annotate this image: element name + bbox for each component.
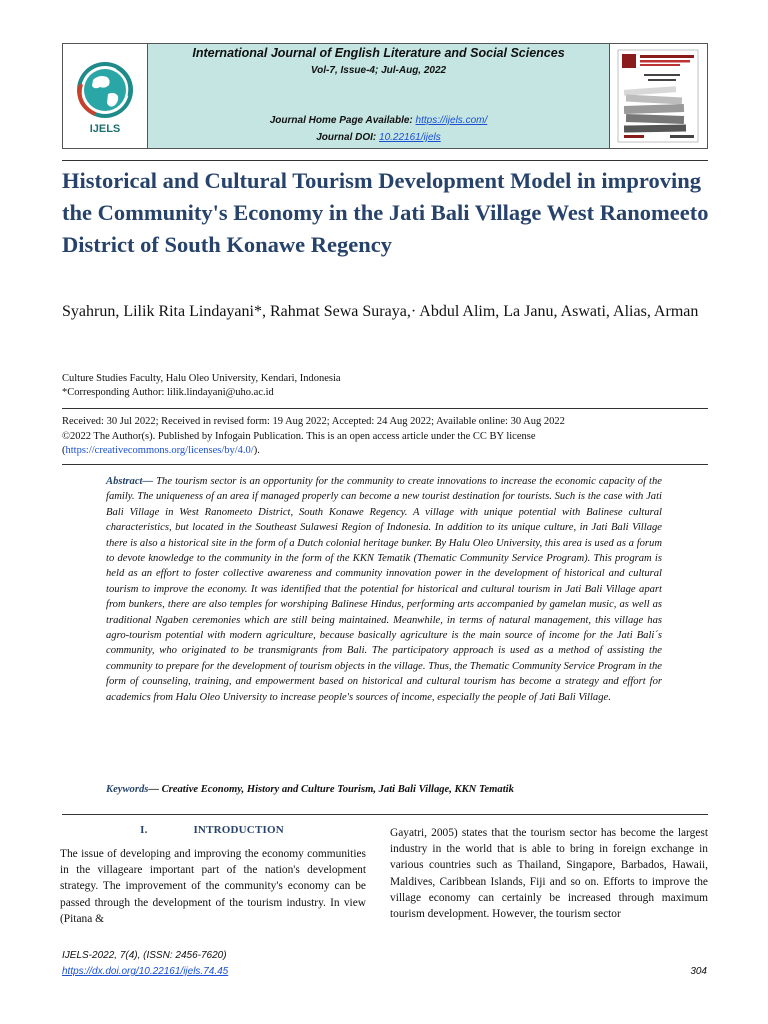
header-divider	[62, 160, 708, 161]
page-number: 304	[690, 966, 707, 977]
section-heading-introduction	[62, 824, 362, 836]
doi-link[interactable]: 10.22161/ijels	[379, 132, 441, 143]
home-label: Journal Home Page Available:	[269, 115, 416, 126]
article-title: Historical and Cultural Tourism Development Model in improving the Community's Economy in the Jati Bali Village West Ranomeeto District of South Konawe Regency	[62, 168, 709, 257]
journal-header	[62, 43, 708, 149]
affiliation: Culture Studies Faculty, Halu Oleo University, Kendari, Indonesia	[62, 373, 341, 384]
logo-text: IJELS	[89, 123, 121, 135]
journal-cover-thumbnail	[609, 44, 707, 148]
abstract-text: The tourism sector is an opportunity for the community to create innovations to increase the economic capacity of the family. The uniqueness of an area if managed properly can become a new tourist destination for tourists. Such is the case with Jati Bali Village in West Ranomeeto District, South Konawe Regency. A village with unique potential with Balinese cultural characteristics, but located in the Southeast Sulawesi Region of Indonesia. In addition to its unique culture, in Jati Bali Village there is also a historical site in the form of a Dutch colonial heritage bunker. By Halu Oleo University, this area is used as a forum to devote knowledge to the community in the form of the KKN Tematik (Thematic Community Service Program). This program is held as an effort to foster collective awareness and community innovation power in the development of historical and cultural tourism to improve the economy. It was identified that the potential for historical and cultural tourism in Jati Bali Village apart from bunkers, there are also temples for worshiping Balinese Hindus, performing arts accompanied by gamelan music, as well as traditional Ngaben ceremonies which are still being maintained. Meanwhile, in terms of natural management, this village has agro-tourism potential with modern agriculture, because basically agriculture is the main source of income for the Jati Bali´s community, who originated to be transmigrants from Bali. The participatory approach is used as a method of assisting the community to prepare for the development of tourism objects in the village. Thus, the Thematic Community Service Program in the form of counseling, training, and empowerment based on historical and cultural tourism has become a strategy and effort for academics from Halu Oleo University to increase people's sources of income, especially the people of Jati Bali Village.	[106, 476, 662, 703]
affiliation-divider	[62, 408, 708, 409]
doi-label: Journal DOI:	[316, 132, 380, 143]
intro-left-column: The issue of developing and improving the economy communities in the villageare important part of the nation's development strategy. The improvement of the community's economy can be passed through the development of the tourism industry. In view (Pitana &	[60, 848, 366, 925]
journal-logo	[63, 44, 148, 148]
publication-info	[62, 415, 712, 459]
affiliation-block	[62, 372, 712, 400]
section-title: INTRODUCTION	[193, 824, 284, 836]
license-link[interactable]: https://creativecommons.org/licenses/by/4.0/	[65, 445, 254, 456]
copyright-notice: ©2022 The Author(s). Published by Infogain Publication. This is an open access article under the CC BY license	[62, 430, 536, 442]
author-list: Syahrun, Lilik Rita Lindayani*, Rahmat Sewa Suraya,· Abdul Alim, La Janu, Aswati, Alias, Arman	[62, 303, 699, 320]
footer-citation: IJELS-2022, 7(4), (ISSN: 2456-7620)	[62, 950, 227, 961]
footer-doi-link[interactable]: https://dx.doi.org/10.22161/ijels.74.45	[62, 966, 229, 977]
journal-home-line	[148, 115, 609, 126]
keywords-label: Keywords	[106, 784, 149, 795]
journal-volume: Vol-7, Issue-4; Jul-Aug, 2022	[310, 65, 447, 76]
article-dates: Received: 30 Jul 2022; Received in revised form: 19 Aug 2022; Accepted: 24 Aug 2022; Available online: 30 Aug 2022	[62, 416, 565, 427]
dates-divider	[62, 464, 708, 465]
journal-cover-icon	[610, 44, 707, 148]
journal-name: International Journal of English Literature and Social Sciences	[192, 46, 565, 60]
home-link[interactable]: https://ijels.com/	[415, 115, 488, 126]
abstract-divider	[62, 814, 708, 815]
license-line	[62, 444, 712, 459]
section-number: I.	[140, 824, 148, 836]
corresponding-author: *Corresponding Author: lilik.lindayani@uho.ac.id	[62, 387, 274, 398]
keywords-text: — Creative Economy, History and Culture Tourism, Jati Bali Village, KKN Tematik	[148, 784, 514, 795]
journal-info	[148, 44, 609, 148]
abstract	[106, 474, 662, 705]
journal-doi-line	[148, 132, 609, 143]
intro-right-column: Gayatri, 2005) states that the tourism sector has become the largest industry in the world that is able to bring in foreign exchange in various countries such as Thailand, Singapore, Barbados, Hawaii, Maldives, Caribbean Islands, Fiji and so on. Efforts to improve the village economy can certainly be increased through maximum tourism development. However, the tourism sector	[390, 827, 708, 921]
keywords	[106, 784, 662, 795]
license-open: (	[62, 445, 66, 456]
abstract-label: Abstract—	[106, 476, 154, 487]
license-close: ).	[253, 445, 260, 456]
globe-logo-icon	[63, 44, 147, 148]
